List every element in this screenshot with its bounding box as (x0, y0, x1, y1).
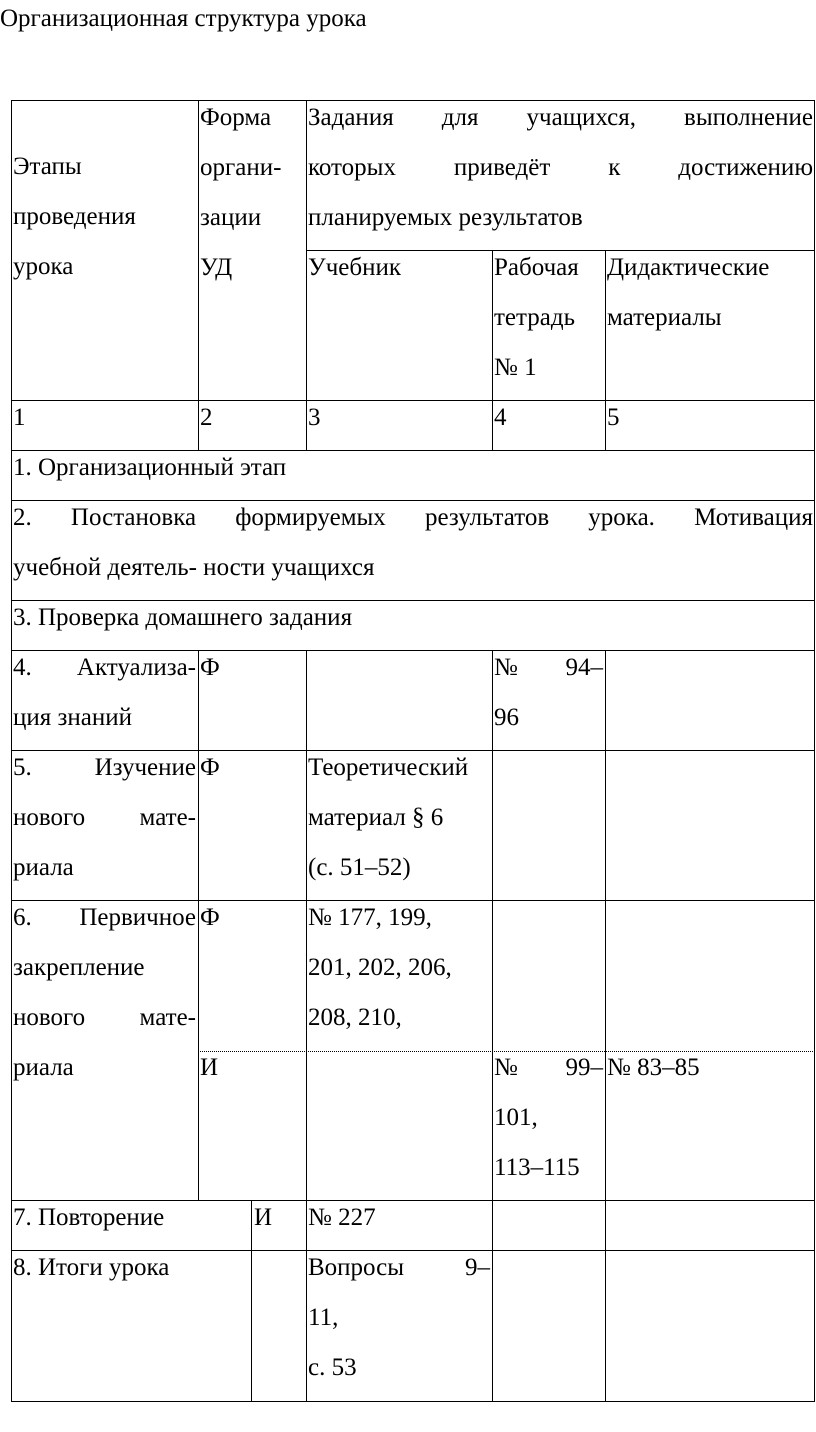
row6-form-individual: И (200, 1054, 219, 1081)
row6-stage: 6. Первичное закрепление нового мате- риала (13, 904, 196, 1081)
row7-stage: 7. Повторение (13, 1204, 165, 1231)
row5-stage: 5. Изучение нового мате- риала (13, 754, 196, 881)
table-border-bottom (11, 1401, 815, 1402)
column-number-5: 5 (607, 404, 620, 431)
row5-form: Ф (200, 754, 220, 781)
header-bottom-rule (11, 400, 815, 401)
row6-didactic: № 83–85 (607, 1054, 700, 1081)
row7-form: И (254, 1204, 273, 1231)
column-number-3: 3 (308, 404, 321, 431)
row5-textbook: Теоретический материал § 6 (с. 51–52) (308, 754, 469, 881)
header-didactic: Дидактические материалы (607, 254, 770, 331)
row4-form: Ф (200, 654, 220, 681)
row6-form-frontal: Ф (200, 904, 220, 931)
column-number-1: 1 (13, 404, 26, 431)
table-border-left (11, 100, 12, 1402)
header-stages: Этапы проведения урока (13, 153, 136, 280)
col4-left-rule (492, 250, 493, 450)
column-number-2: 2 (200, 404, 213, 431)
lesson-structure-table (11, 100, 815, 1402)
header-workbook: Рабочая тетрадь № 1 (494, 254, 579, 381)
col2-left-rule-body (198, 650, 199, 1200)
row4-workbook: № 94– 96 (494, 654, 603, 731)
row7-textbook: № 227 (308, 1204, 376, 1231)
col5-left-rule (605, 250, 606, 450)
row4-stage: 4. Актуализа- ция знаний (13, 654, 196, 731)
row8-stage: 8. Итоги урока (13, 1254, 170, 1281)
row-goal-setting-motivation: 2. Постановка формируемых результатов урока. Мотивация учебной деятель- ности учащихся (13, 504, 813, 581)
row8-textbook: Вопросы 9– 11, с. 53 (308, 1254, 490, 1381)
table-border-right (814, 100, 815, 1402)
header-textbook: Учебник (308, 254, 401, 281)
row7-8-form-rule (251, 1200, 252, 1401)
row6-workbook: № 99– 101, 113–115 (494, 1054, 603, 1181)
page-title: Организационная структура урока (0, 5, 367, 32)
col3-left-rule-body (306, 650, 307, 1401)
row-homework-check: 3. Проверка домашнего задания (13, 604, 353, 631)
col2-left-rule (198, 100, 199, 450)
header-form: Форма органи- зации УД (200, 104, 282, 281)
row-organizational-stage: 1. Организационный этап (13, 454, 287, 481)
col5-left-rule-body (605, 650, 606, 1401)
col4-left-rule-body (492, 650, 493, 1401)
column-number-4: 4 (494, 404, 507, 431)
header-tasks: Задания для учащихся, выполнение которых приведёт к достижению планируемых результатов (308, 104, 813, 231)
row6-textbook: № 177, 199, 201, 202, 206, 208, 210, (308, 904, 452, 1031)
col3-left-rule (306, 100, 307, 450)
